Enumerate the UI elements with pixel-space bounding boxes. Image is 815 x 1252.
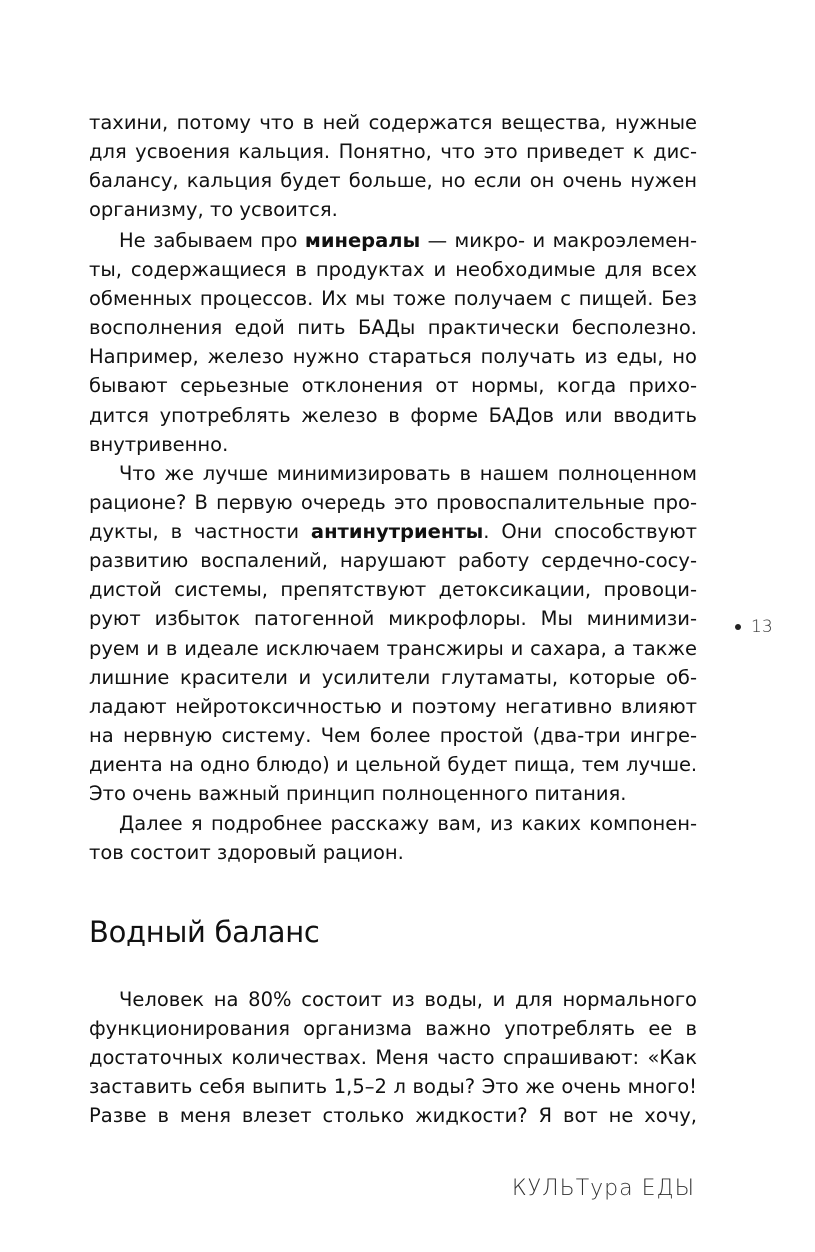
text-line: развитию воспалений, нарушают работу сердечно-сосу-	[89, 549, 697, 573]
bullet-dot-icon	[735, 624, 741, 630]
text-line: внутривенно.	[89, 432, 229, 456]
paragraph-antinutrients	[89, 459, 697, 808]
section-heading: Водный баланс	[89, 915, 320, 949]
text-line: тов состоит здоровый рацион.	[89, 841, 404, 865]
text-line: восполнения едой пить БАДы практически бесполезно.	[89, 316, 697, 340]
paragraph-outro	[89, 809, 697, 867]
text-line: дистой системы, препятствуют детоксикации, провоци-	[89, 578, 697, 602]
text-line: организму, то усвоится.	[89, 198, 338, 222]
text-line: достаточных количествах. Меня часто спрашивают: «Как	[89, 1046, 697, 1070]
term-minerals: минералы	[304, 229, 421, 252]
page-number	[735, 617, 773, 637]
paragraph-continuation	[89, 108, 697, 224]
text-line: тахини, потому что в ней содержатся вещества, нужные	[89, 111, 697, 134]
text-line: рационе? В первую очередь это провоспалительные про-	[89, 491, 697, 515]
text-line: Это очень важный принцип полноценного питания.	[89, 782, 627, 806]
text-line: балансу, кальция будет больше, но если он очень нужен	[89, 169, 697, 193]
text-line: обменных процессов. Их мы тоже получаем с пищей. Без	[89, 287, 697, 311]
text-line	[89, 226, 697, 255]
text-line: Человек на 80% состоит из воды, и для нормального	[119, 988, 697, 1011]
text-line: дится употреблять железо в форме БАДов или вводить	[89, 403, 697, 427]
text-line: для усвоения кальция. Понятно, что это приведет к дис-	[89, 140, 697, 164]
text-line: Что же лучше минимизировать в нашем полноценном	[119, 462, 697, 485]
text-line: Разве в меня влезет столько жидкости? Я вот не хочу,	[89, 1104, 697, 1128]
text-line: заставить себя выпить 1,5–2 л воды? Это же очень много!	[89, 1075, 697, 1099]
text-run: дукты, в частности	[89, 520, 311, 544]
text-line: Например, железо нужно стараться получать из еды, но	[89, 345, 697, 369]
page-number-text: 13	[751, 617, 773, 637]
text-line: Далее я подробнее расскажу вам, из каких компонен-	[119, 812, 697, 835]
text-line: ты, содержащиеся в продуктах и необходимые для всех	[89, 258, 697, 282]
paragraph-minerals	[89, 226, 697, 459]
text-run: — микро- и макроэлемен-	[420, 229, 697, 252]
term-antinutrients: антинутриенты	[310, 520, 484, 544]
text-line: диента на одно блюдо) и цельной будет пища, тем лучше.	[89, 752, 697, 776]
text-line: бывают серьезные отклонения от нормы, когда прихо-	[89, 374, 697, 398]
text-run: Не забываем про	[119, 229, 305, 252]
text-line: функционирования организма важно употреблять ее в	[89, 1017, 697, 1041]
text-line: на нервную систему. Чем более простой (два-три ингре-	[89, 723, 697, 747]
running-footer: КУЛЬТура ЕДЫ	[511, 1176, 695, 1201]
text-line: лишние красители и усилители глутаматы, которые об-	[89, 665, 697, 689]
text-run: . Они способствуют	[483, 520, 697, 544]
text-line: ладают нейротоксичностью и поэтому негативно влияют	[89, 694, 697, 718]
text-line	[89, 517, 697, 546]
text-line: руют избыток патогенной микрофлоры. Мы минимизи-	[89, 607, 697, 631]
text-line: руем и в идеале исключаем трансжиры и сахара, а также	[89, 636, 697, 660]
paragraph-water	[89, 985, 697, 1130]
